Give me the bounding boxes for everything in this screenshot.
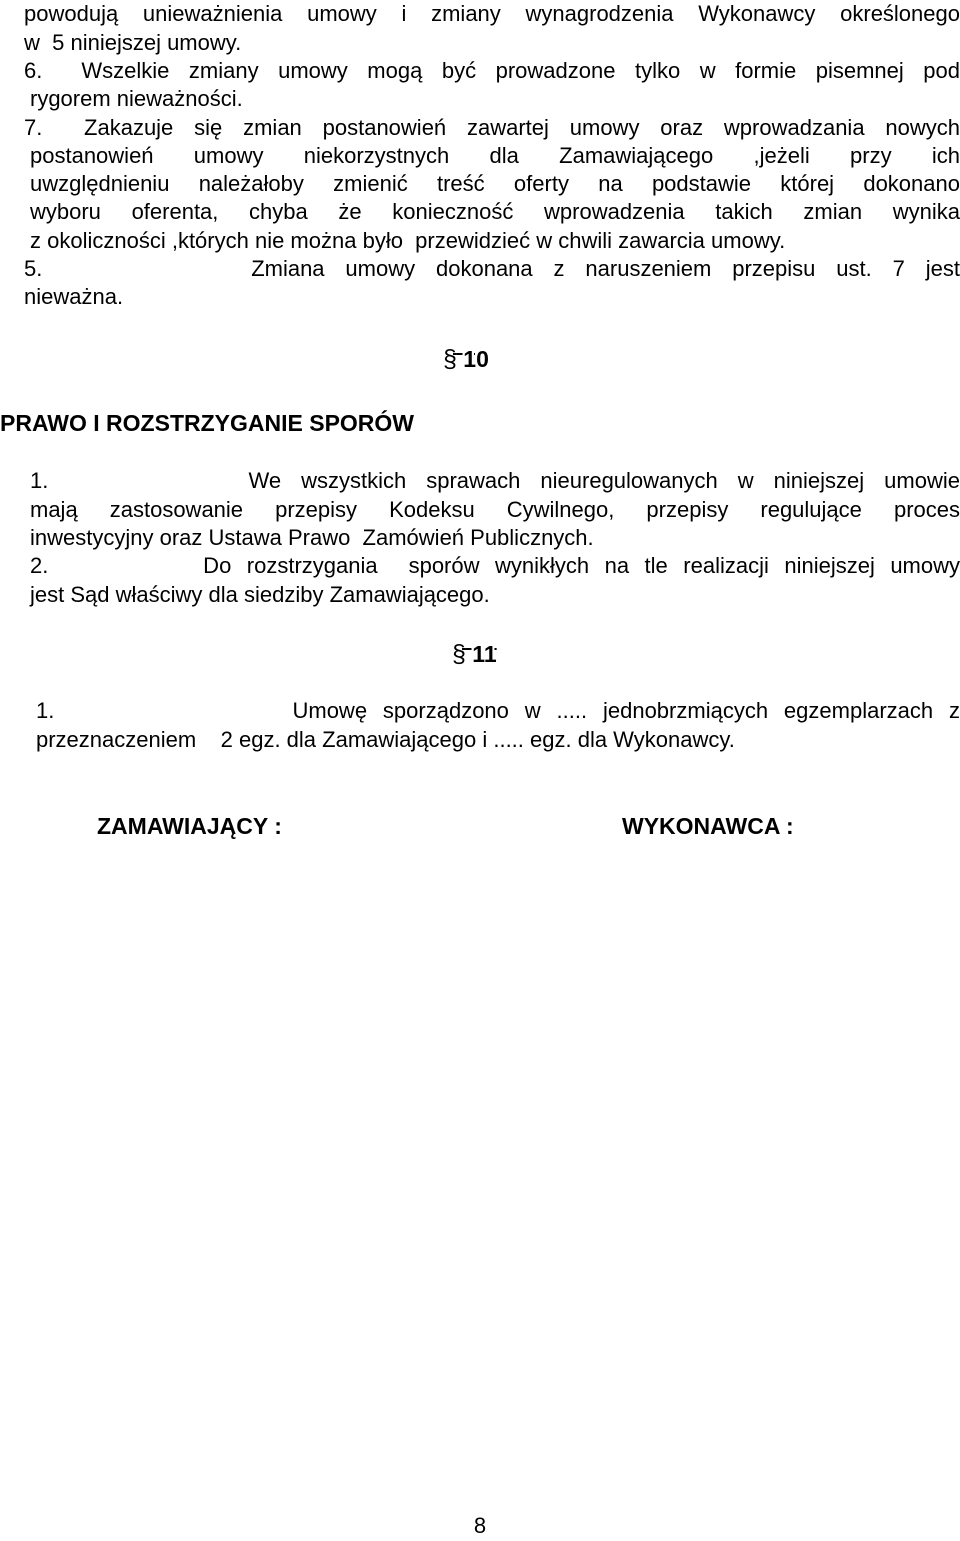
- continuation-line-2: w 5 niniejszej umowy.: [24, 30, 242, 55]
- item-5-line-2: nieważna.: [24, 284, 124, 309]
- section-10-item-2-line-1: 2. Do rozstrzygania sporów wynikłych na tle realizacji niniejszej umowy: [30, 553, 960, 578]
- item-7-line-4: wyboru oferenta, chyba że konieczność wprowadzenia takich zmian wynika: [30, 199, 960, 224]
- paragraph-sign-icon: §: [452, 640, 466, 668]
- section-10-item-1-line-3: inwestycyjny oraz Ustawa Prawo Zamówień Publicznych.: [30, 525, 594, 550]
- section-10-heading: PRAWO I ROZSTRZYGANIE SPORÓW: [0, 410, 415, 436]
- section-11-label: 11: [465, 641, 497, 667]
- signature-zamawiajacy: ZAMAWIAJĄCY :: [97, 813, 282, 839]
- section-10-item-2-line-2: jest Sąd właściwy dla siedziby Zamawiającego.: [30, 582, 490, 607]
- continuation-line-1: powodują unieważnienia umowy i zmiany wynagrodzenia Wykonawcy określonego: [24, 1, 960, 26]
- section-10-item-1-line-1: 1. We wszystkich sprawach nieuregulowanych w niniejszej umowie: [30, 468, 960, 493]
- item-7-line-5: z okoliczności ,których nie można było przewidzieć w chwili zawarcia umowy.: [30, 228, 786, 253]
- section-11-item-1-line-1: 1. Umowę sporządzono w ..... jednobrzmiących egzemplarzach z: [36, 698, 960, 723]
- item-7-line-1: 7. Zakazuje się zmian postanowień zawartej umowy oraz wprowadzania nowych: [24, 115, 960, 140]
- section-10-number: [443, 345, 489, 374]
- page-number: 8: [473, 1513, 487, 1538]
- item-6-line-2: rygorem nieważności.: [30, 86, 243, 111]
- item-7-line-2: postanowień umowy niekorzystnych dla Zamawiającego ,jeżeli przy ich: [30, 143, 960, 168]
- signature-wykonawca: WYKONAWCA :: [622, 813, 794, 839]
- paragraph-sign-icon: §: [443, 345, 457, 373]
- section-11-item-1-line-2: przeznaczeniem 2 egz. dla Zamawiającego i ..... egz. dla Wykonawcy.: [36, 727, 735, 752]
- section-10-label: 10: [456, 346, 489, 372]
- item-7-line-3: uwzględnieniu należałoby zmienić treść oferty na podstawie której dokonano: [30, 171, 960, 196]
- section-10-item-1-line-2: mają zastosowanie przepisy Kodeksu Cywilnego, przepisy regulujące proces: [30, 497, 960, 522]
- item-5-line-1: 5. Zmiana umowy dokonana z naruszeniem przepisu ust. 7 jest: [24, 256, 960, 281]
- item-6-line-1: 6. Wszelkie zmiany umowy mogą być prowadzone tylko w formie pisemnej pod: [24, 58, 960, 83]
- section-11-number: [452, 640, 497, 669]
